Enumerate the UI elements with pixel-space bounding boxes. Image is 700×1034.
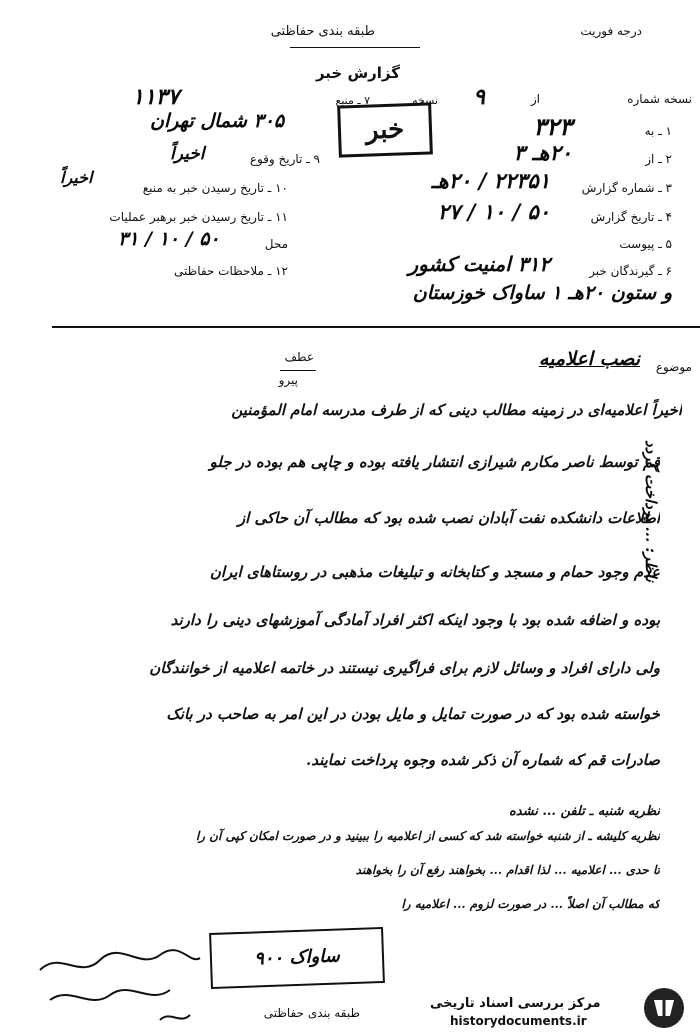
- opinion-line: نظریه شنبه ـ تلفن ... نشده: [508, 804, 660, 819]
- body-line: قم توسط ناصر مکارم شیرازی انتشار یافته بوده و چاپی هم بوده در جلو: [209, 453, 660, 471]
- body-line: بوده و اضافه شده بود با وجود اینکه اکثر افراد آمادگی آموزشهای دینی را دارند: [170, 611, 660, 629]
- place-label: محل: [264, 237, 288, 251]
- bottom-stamp: [209, 927, 385, 989]
- from-value: ۲۰هـ ۳: [513, 140, 572, 165]
- copy-stamp: [337, 102, 433, 157]
- signature-scribble: [30, 940, 210, 1030]
- to-label: ۱ ـ به: [644, 124, 672, 138]
- report-no-value: ۲۲۳۵۱ / ۲۰هـ: [431, 168, 550, 193]
- to-value: ۳۲۳: [533, 112, 572, 141]
- footer-classification-label: طبقه بندی حفاظتی: [263, 1006, 360, 1020]
- copy-value: خبر: [365, 114, 405, 146]
- recipients-label: ۶ ـ گیرندگان خبر: [589, 264, 672, 278]
- follow-label: پیرو: [278, 373, 298, 387]
- source-code: ۱۱۳۷: [132, 84, 180, 110]
- received-by-source-label: ۱۰ ـ تاریخ رسیدن خبر به منبع: [142, 181, 288, 195]
- report-date-value: ۵۰ / ۱۰ / ۲۷: [437, 199, 550, 224]
- report-number-handwritten: ۳۰۵ شمال تهران: [150, 110, 285, 132]
- copy-number-label: نسخه شماره: [627, 92, 692, 106]
- body-line: اطلاعات دانشکده نفت آبادان نصب شده بود که مطالب آن حاکی از: [237, 509, 660, 527]
- ref-underline: [280, 370, 316, 371]
- body-line: خواسته شده بود که در صورت تمایل و مایل بودن در این امر به صاحب در بانک: [166, 705, 660, 723]
- subject-label: موضوع: [655, 360, 692, 374]
- source-label: ۷ ـ منبع: [335, 94, 370, 107]
- copy-number-value: ۹: [473, 84, 485, 110]
- from-label: ۲ ـ از: [645, 152, 672, 166]
- watermark-url: historydocuments.ir: [450, 1014, 587, 1028]
- report-date-label: ۴ ـ تاریخ گزارش: [590, 210, 672, 224]
- header-divider: [52, 326, 700, 328]
- recipients-value-2: و ستون ۲۰هـ ۱ ساواک خوزستان: [412, 282, 672, 304]
- margin-note: ناظر: ... پرداخت گردد: [642, 440, 660, 582]
- stamp-label: ساواک: [289, 945, 341, 969]
- watermark-logo-icon: [642, 986, 686, 1030]
- received-by-source-value: اخیراً: [60, 168, 93, 187]
- stamp-number: ۹۰۰: [253, 947, 284, 970]
- opinion-line: تا حدی ... اعلامیه ... لذا اقدام ... بخواهند رفع آن را بخواهند: [355, 863, 660, 877]
- place-value: ۵۰ / ۱۰ / ۳۱: [118, 228, 220, 250]
- subject-value: نصب اعلامیه: [538, 348, 640, 370]
- copy-label: نسخه: [412, 94, 438, 107]
- classification-label: طبقه بندی حفاظتی: [270, 24, 375, 39]
- notes-label: ۱۲ ـ ملاحظات حفاظتی: [174, 264, 288, 278]
- watermark-title: مرکز بررسی اسناد تاریخی: [430, 996, 601, 1011]
- recipients-value: ۳۱۲ امنیت کشور: [408, 252, 550, 276]
- priority-label: درجه فوریت: [580, 24, 642, 38]
- body-line: عدم وجود حمام و مسجد و کتابخانه و تبلیغات مذهبی در روستاهای ایران: [209, 563, 660, 581]
- opinion-line: نظریه کلیشه ـ از شنبه خواسته شد که کسی از اعلامیه را ببینید و در صورت امکان کپی آن را: [195, 829, 660, 843]
- ref-label: عطف: [284, 350, 314, 364]
- classification-underline: [290, 47, 420, 48]
- received-by-head-label: ۱۱ ـ تاریخ رسیدن خبر برهبر عملیات: [109, 210, 288, 224]
- stamp-text: [211, 929, 383, 987]
- body-line: صادرات قم که شماره آن ذکر شده وجوه پرداخت نمایند.: [306, 751, 660, 769]
- event-date-label: ۹ ـ تاریخ وقوع: [249, 152, 320, 166]
- report-no-label: ۳ ـ شماره گزارش: [581, 181, 672, 195]
- event-date-value: اخیراً: [170, 144, 205, 164]
- body-line: اخیراً اعلامیه‌ای در زمینه مطالب دینی که از طرف مدرسه امام المؤمنین: [231, 401, 682, 419]
- opinion-line: که مطالب آن اصلاً ... در صورت لزوم ... اعلامیه را: [401, 897, 660, 911]
- form-title: گزارش خبر: [315, 64, 400, 82]
- copy-number-from: از: [530, 92, 540, 106]
- body-line: ولی دارای افراد و وسائل لازم برای فراگیری نیستند در خاتمه اعلامیه از خوانندگان: [149, 659, 660, 677]
- attachment-label: ۵ ـ پیوست: [619, 237, 672, 251]
